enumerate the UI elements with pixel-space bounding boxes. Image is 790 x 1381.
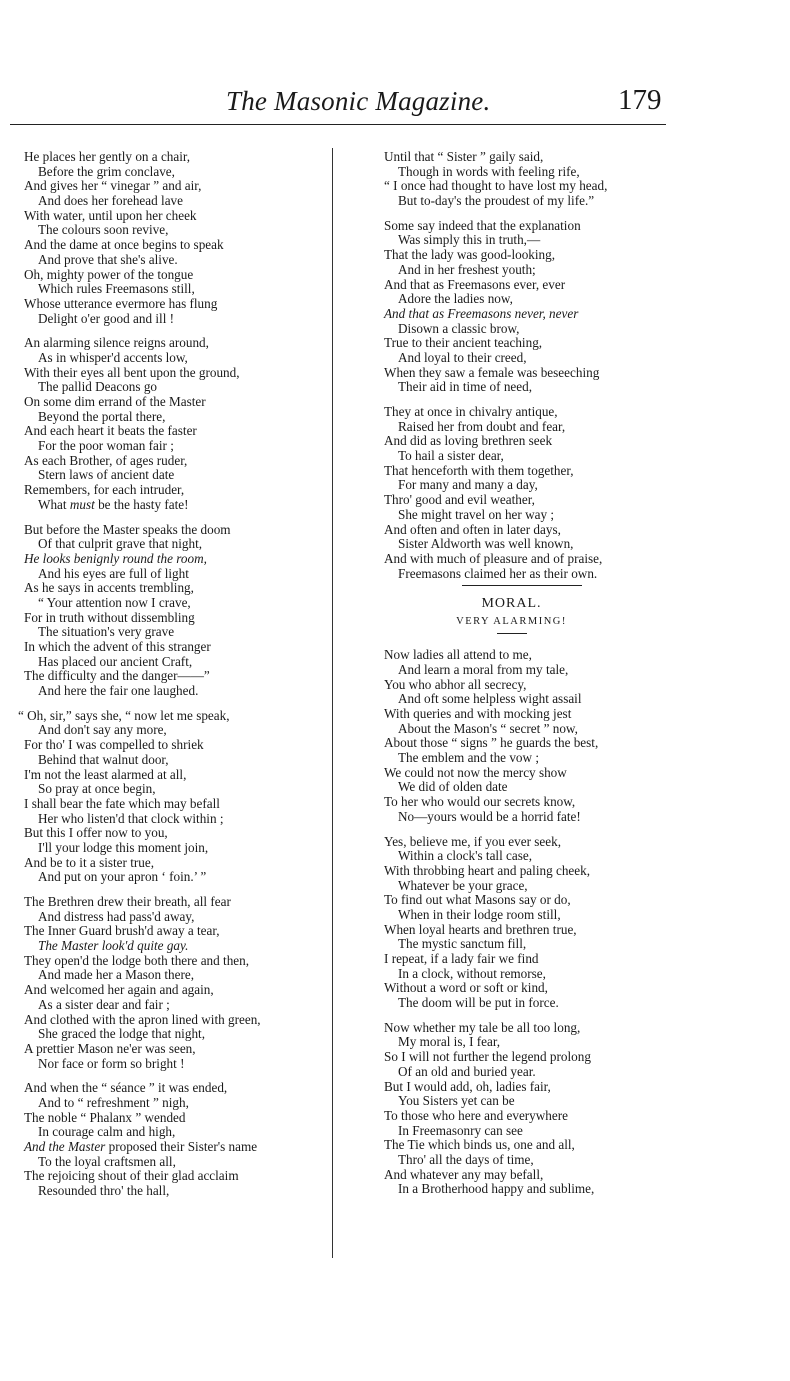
- verse-line: With throbbing heart and paling cheek,: [384, 862, 591, 878]
- verse-line: In Freemasonry can see: [398, 1122, 523, 1138]
- verse-line: And in her freshest youth;: [398, 261, 536, 277]
- verse-line: Resounded thro' the hall,: [38, 1183, 170, 1199]
- verse-line: Before the grim conclave,: [38, 163, 175, 179]
- verse-line: Though in words with feeling rife,: [398, 163, 580, 179]
- verse-line: When they saw a female was beseeching: [384, 364, 600, 380]
- verse-line: The situation's very grave: [38, 624, 175, 640]
- verse-line: Without a word or soft or kind,: [384, 980, 548, 996]
- verse-line: The Brethren drew their breath, all fear: [24, 894, 231, 909]
- moral-poem: [384, 648, 659, 1197]
- right-column-poem: [384, 150, 659, 581]
- verse-line: You Sisters yet can be: [398, 1093, 515, 1109]
- verse-line: And be to it a sister true,: [24, 854, 155, 870]
- left-column: [18, 149, 324, 1199]
- moral-separator-rule: [462, 585, 582, 586]
- stanza-gap: [24, 513, 324, 523]
- verse-line: Freemasons claimed her as their own.: [398, 565, 598, 581]
- verse-line: But this I offer now to you,: [24, 825, 168, 841]
- verse-line: As in whisper'd accents low,: [38, 349, 188, 365]
- verse-line: To her who would our secrets know,: [384, 794, 576, 810]
- verse-line: My moral is, I fear,: [398, 1034, 501, 1050]
- verse-line: The Inner Guard brush'd away a tear,: [24, 923, 220, 939]
- verse-line: In a clock, without remorse,: [398, 965, 546, 981]
- verse-line: And don't say any more,: [38, 722, 167, 738]
- verse-line: And learn a moral from my tale,: [398, 661, 569, 677]
- stanza: [24, 1081, 324, 1199]
- stanza: [24, 150, 324, 326]
- verse-line: Thro' all the days of time,: [398, 1151, 534, 1167]
- stanza: [24, 336, 324, 512]
- verse-line: And welcomed her again and again,: [24, 982, 214, 998]
- verse-line: For tho' I was compelled to shriek: [24, 737, 204, 753]
- verse-line: So I will not further the legend prolong: [384, 1049, 591, 1065]
- moral-heading: MORAL.: [481, 596, 542, 612]
- verse-line: A prettier Mason ne'er was seen,: [24, 1040, 196, 1056]
- moral-subheading: VERY ALARMING!: [456, 616, 567, 628]
- column-divider: [332, 148, 333, 1258]
- verse-line: In a Brotherhood happy and sublime,: [398, 1181, 595, 1197]
- verse-line: “ Your attention now I crave,: [38, 594, 191, 610]
- verse-line: Thro' good and evil weather,: [384, 492, 535, 508]
- verse-line: For the poor woman fair ;: [38, 438, 174, 454]
- verse-line: With their eyes all bent upon the ground,: [24, 364, 240, 380]
- verse-line: The rejoicing shout of their glad acclaim: [24, 1168, 239, 1184]
- verse-line: That the lady was good-looking,: [384, 247, 556, 263]
- verse-line: “ Oh, sir,” says she, “ now let me speak,: [18, 707, 230, 723]
- verse-line: They at once in chivalry antique,: [384, 404, 558, 419]
- verse-line: We did of olden date: [398, 779, 508, 795]
- verse-line: That henceforth with them together,: [384, 462, 574, 478]
- verse-line: I'll your lodge this moment join,: [38, 839, 209, 855]
- verse-line: For in truth without dissembling: [24, 609, 195, 625]
- stanza: [18, 707, 324, 885]
- verse-line: And whatever any may befall,: [384, 1166, 544, 1182]
- verse-line: In courage calm and high,: [38, 1124, 176, 1140]
- verse-line: To hail a sister dear,: [398, 448, 504, 464]
- verse-line: He looks benignly round the room,: [24, 550, 207, 566]
- verse-line: But I would add, oh, ladies fair,: [384, 1078, 551, 1094]
- verse-line: And prove that she's alive.: [38, 251, 178, 267]
- verse-line: Adore the ladies now,: [398, 291, 513, 307]
- verse-line: And gives her “ vinegar ” and air,: [24, 178, 202, 194]
- verse-line: An alarming silence reigns around,: [24, 335, 209, 351]
- verse-line: Whose utterance evermore has flung: [24, 295, 218, 311]
- verse-line: I repeat, if a lady fair we find: [384, 951, 539, 966]
- verse-line: Delight o'er good and ill !: [38, 310, 175, 326]
- verse-line: The Tie which binds us, one and all,: [384, 1137, 575, 1153]
- verse-line: Yes, believe me, if you ever seek,: [384, 833, 562, 849]
- verse-line: But before the Master speaks the doom: [24, 521, 231, 537]
- verse-line: To the loyal craftsmen all,: [38, 1153, 176, 1169]
- verse-line: And does her forehead lave: [38, 193, 183, 209]
- verse-line: And did as loving brethren seek: [384, 433, 553, 449]
- verse-line: Of an old and buried year.: [398, 1063, 536, 1079]
- verse-line: And each heart it beats the faster: [24, 423, 197, 439]
- verse-line: About those “ signs ” he guards the best,: [384, 735, 599, 751]
- verse-line: He places her gently on a chair,: [24, 149, 191, 164]
- verse-line: And that as Freemasons ever, ever: [384, 276, 566, 292]
- verse-line: For many and many a day,: [398, 477, 538, 493]
- verse-line: Now whether my tale be all too long,: [384, 1019, 581, 1035]
- verse-line: To those who here and everywhere: [384, 1107, 568, 1123]
- verse-line: And his eyes are full of light: [38, 565, 189, 581]
- verse-line: And to “ refreshment ” nigh,: [38, 1094, 189, 1110]
- verse-line: Raised her from doubt and fear,: [398, 418, 566, 434]
- verse-line: Was simply this in truth,—: [398, 232, 541, 248]
- verse-line: The colours soon revive,: [38, 222, 169, 238]
- verse-line: But to-day's the proudest of my life.”: [398, 193, 595, 209]
- verse-line: Stern laws of ancient date: [38, 467, 175, 483]
- verse-line: Which rules Freemasons still,: [38, 281, 195, 297]
- verse-line: “ I once had thought to have lost my head,: [384, 178, 608, 194]
- verse-line: Has placed our ancient Craft,: [38, 653, 193, 669]
- verse-line: Beyond the portal there,: [38, 408, 166, 424]
- verse-line: Behind that walnut door,: [38, 751, 169, 767]
- verse-line: Nor face or form so bright !: [38, 1055, 185, 1071]
- verse-line: Oh, mighty power of the tongue: [24, 266, 194, 282]
- verse-line: She might travel on her way ;: [398, 506, 555, 522]
- verse-line: When loyal hearts and brethren true,: [384, 921, 577, 937]
- verse-line: And often and often in later days,: [384, 521, 561, 537]
- verse-line: The noble “ Phalanx ” wended: [24, 1109, 186, 1125]
- verse-line: And when the “ séance ” it was ended,: [24, 1080, 228, 1096]
- verse-line: I shall bear the fate which may befall: [24, 795, 220, 811]
- verse-line: On some dim errand of the Master: [24, 394, 206, 409]
- verse-line: Within a clock's tall case,: [398, 848, 533, 864]
- verse-line: They open'd the lodge both there and then,: [24, 952, 250, 968]
- verse-line: About the Mason's “ secret ” now,: [398, 720, 578, 736]
- verse-line: As a sister dear and fair ;: [38, 996, 170, 1012]
- verse-line: No—yours would be a horrid fate!: [398, 808, 581, 824]
- verse-line: We could not now the mercy show: [384, 764, 567, 780]
- verse-line: The doom will be put in force.: [398, 995, 559, 1011]
- verse-line: With water, until upon her cheek: [24, 207, 197, 223]
- verse-line: She graced the lodge that night,: [38, 1026, 205, 1042]
- verse-line: Some say indeed that the explanation: [384, 217, 581, 233]
- verse-line: And loyal to their creed,: [398, 349, 527, 365]
- verse-line: Of that culprit grave that night,: [38, 536, 203, 552]
- verse-line: So pray at once begin,: [38, 781, 156, 797]
- verse-line: When in their lodge room still,: [398, 906, 561, 922]
- stanza: [384, 150, 659, 209]
- right-column: [384, 150, 659, 1197]
- verse-line: And distress had pass'd away,: [38, 908, 195, 924]
- moral-short-rule: [497, 633, 527, 634]
- stanza: [384, 648, 659, 824]
- verse-line: In which the advent of this stranger: [24, 639, 211, 654]
- verse-line: Whatever be your grace,: [398, 877, 528, 893]
- stanza-gap: [384, 825, 659, 835]
- verse-line: The Master look'd quite gay.: [38, 938, 189, 954]
- stanza: [24, 523, 324, 699]
- verse-line: Remembers, for each intruder,: [24, 482, 185, 498]
- verse-line: What must be the hasty fate!: [38, 496, 189, 512]
- verse-line: Her who listen'd that clock within ;: [38, 810, 224, 826]
- stanza: [384, 405, 659, 581]
- verse-line: Until that “ Sister ” gaily said,: [384, 149, 544, 164]
- stanza: [384, 835, 659, 1011]
- verse-line: The mystic sanctum fill,: [398, 936, 527, 952]
- page-number: 179: [618, 84, 662, 116]
- verse-line: To find out what Masons say or do,: [384, 892, 571, 908]
- verse-line: The difficulty and the danger——”: [24, 668, 210, 684]
- verse-line: You who abhor all secrecy,: [384, 676, 527, 692]
- verse-line: And made her a Mason there,: [38, 967, 194, 983]
- verse-line: The pallid Deacons go: [38, 379, 158, 395]
- verse-line: And with much of pleasure and of praise,: [384, 550, 603, 566]
- page-header: [0, 0, 790, 140]
- stanza: [384, 219, 659, 395]
- header-rule: [10, 124, 666, 125]
- magazine-title: The Masonic Magazine.: [226, 86, 491, 116]
- verse-line: Disown a classic brow,: [398, 320, 520, 336]
- verse-line: And the dame at once begins to speak: [24, 237, 224, 253]
- verse-line: And that as Freemasons never, never: [384, 305, 579, 321]
- verse-line: Their aid in time of need,: [398, 379, 533, 395]
- verse-line: And clothed with the apron lined with green,: [24, 1011, 261, 1027]
- verse-line: And the Master proposed their Sister's name: [24, 1139, 258, 1154]
- verse-line: With queries and with mocking jest: [384, 706, 572, 721]
- verse-line: Sister Aldworth was well known,: [398, 536, 574, 552]
- verse-line: I'm not the least alarmed at all,: [24, 766, 187, 782]
- verse-line: As he says in accents trembling,: [24, 580, 194, 596]
- verse-line: True to their ancient teaching,: [384, 335, 543, 351]
- verse-line: As each Brother, of ages ruder,: [24, 452, 188, 468]
- stanza: [24, 895, 324, 1071]
- verse-line: And put on your apron ‘ foin.’ ”: [38, 869, 207, 885]
- verse-line: And oft some helpless wight assail: [398, 691, 582, 707]
- verse-line: The emblem and the vow ;: [398, 750, 539, 766]
- stanza: [384, 1021, 659, 1197]
- verse-line: And here the fair one laughed.: [38, 683, 199, 699]
- verse-line: Now ladies all attend to me,: [384, 647, 532, 663]
